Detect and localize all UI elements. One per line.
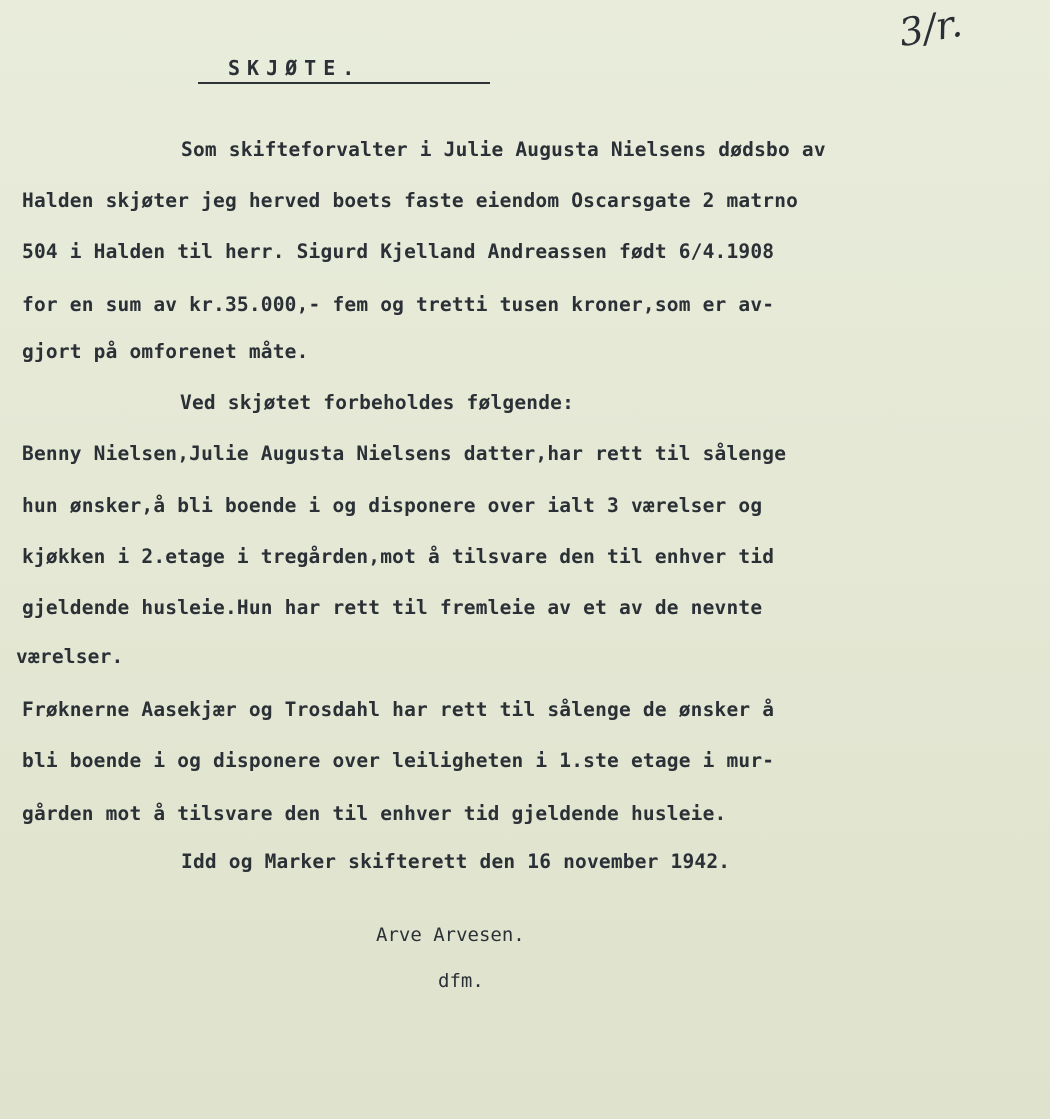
text-line: kjøkken i 2.etage i tregården,mot å tilsvare den til enhver tid: [22, 545, 775, 568]
text-line: Ved skjøtet forbeholdes følgende:: [180, 391, 575, 414]
document-title: SKJØTE.: [228, 56, 362, 80]
signature-name: Arve Arvesen.: [376, 924, 525, 946]
text-line: for en sum av kr.35.000,- fem og tretti tusen kroner,som er av-: [22, 293, 775, 316]
text-line: Halden skjøter jeg herved boets faste eiendom Oscarsgate 2 matrno: [22, 189, 799, 212]
title-underline: [198, 82, 490, 84]
text-line: bli boende i og disponere over leiligheten i 1.ste etage i mur-: [22, 749, 775, 772]
handwritten-mark: 3/r.: [895, 0, 966, 56]
text-line: gjeldende husleie.Hun har rett til fremleie av et av de nevnte: [22, 596, 763, 619]
text-line: Idd og Marker skifterett den 16 november 1942.: [181, 850, 731, 873]
text-line: Benny Nielsen,Julie Augusta Nielsens datter,har rett til sålenge: [22, 442, 787, 465]
text-line: værelser.: [16, 645, 124, 668]
text-line: 504 i Halden til herr. Sigurd Kjelland Andreassen født 6/4.1908: [22, 240, 775, 263]
text-line: gjort på omforenet måte.: [22, 340, 309, 363]
text-line: gården mot å tilsvare den til enhver tid gjeldende husleie.: [22, 802, 727, 825]
text-line: hun ønsker,å bli boende i og disponere over ialt 3 værelser og: [22, 494, 763, 517]
signature-title: dfm.: [438, 970, 484, 992]
text-line: Som skifteforvalter i Julie Augusta Nielsens dødsbo av: [181, 138, 826, 161]
text-line: Frøknerne Aasekjær og Trosdahl har rett til sålenge de ønsker å: [22, 698, 775, 721]
